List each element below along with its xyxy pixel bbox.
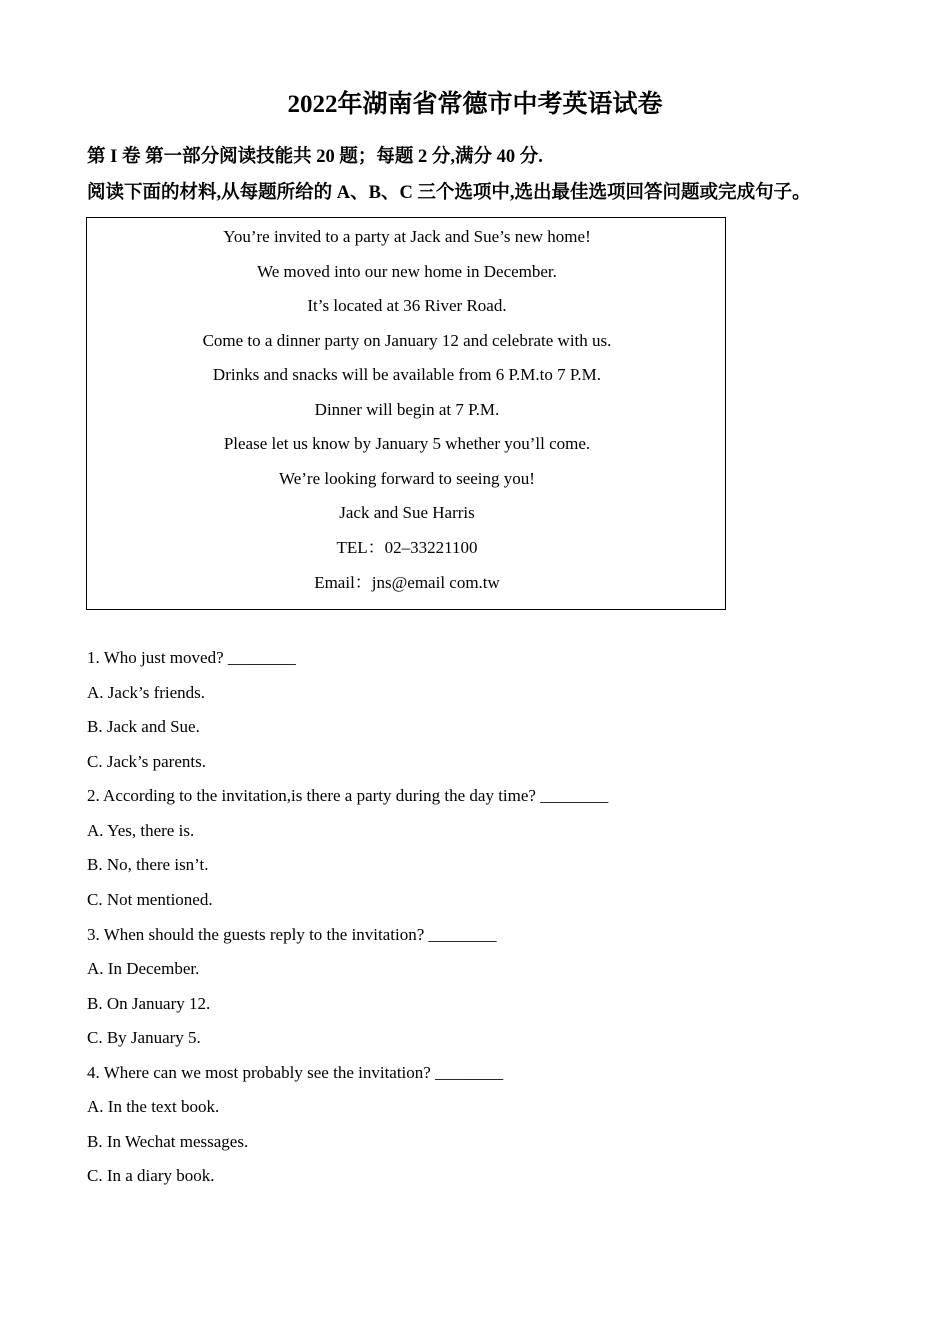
answer-option: A. In the text book. xyxy=(87,1097,220,1116)
invitation-line: It’s located at 36 River Road. xyxy=(307,296,507,315)
section-instruction: 阅读下面的材料,从每题所给的 A、B、C 三个选项中,选出最佳选项回答问题或完成句子。 xyxy=(87,183,811,203)
answer-option: B. No, there isn’t. xyxy=(87,855,209,874)
invitation-box xyxy=(86,217,726,610)
answer-option: A. In December. xyxy=(87,959,200,978)
question-stem: 4. Where can we most probably see the invitation? ________ xyxy=(87,1063,504,1082)
answer-option: B. On January 12. xyxy=(87,994,211,1013)
answer-option: A. Yes, there is. xyxy=(87,821,195,840)
invitation-line: Dinner will begin at 7 P.M. xyxy=(314,400,500,419)
answer-option: B. Jack and Sue. xyxy=(87,717,200,736)
invitation-line: We’re looking forward to seeing you! xyxy=(279,469,535,488)
answer-option: C. Not mentioned. xyxy=(87,890,213,909)
answer-option: C. Jack’s parents. xyxy=(87,752,206,771)
invitation-line: We moved into our new home in December. xyxy=(257,262,557,281)
section-header: 第 I 卷 第一部分阅读技能共 20 题；每题 2 分,满分 40 分. xyxy=(87,147,543,167)
invitation-line: Drinks and snacks will be available from 6 P.M.to 7 P.M. xyxy=(212,365,602,384)
answer-option: C. In a diary book. xyxy=(87,1166,215,1185)
page-title: 2022年湖南省常德市中考英语试卷 xyxy=(287,91,663,118)
question-stem: 3. When should the guests reply to the invitation? ________ xyxy=(87,925,497,944)
invitation-line: Please let us know by January 5 whether you’ll come. xyxy=(223,434,591,453)
answer-option: C. By January 5. xyxy=(87,1028,201,1047)
answer-option: A. Jack’s friends. xyxy=(87,683,206,702)
answer-option: B. In Wechat messages. xyxy=(87,1132,249,1151)
invitation-line: Come to a dinner party on January 12 and celebrate with us. xyxy=(202,331,612,350)
invitation-signature: Jack and Sue Harris xyxy=(339,503,475,522)
question-stem: 2. According to the invitation,is there a party during the day time? ________ xyxy=(87,786,609,805)
invitation-line: You’re invited to a party at Jack and Sue’s new home! xyxy=(223,227,591,246)
question-stem: 1. Who just moved? ________ xyxy=(87,648,296,667)
invitation-phone: TEL：02–33221100 xyxy=(336,538,478,557)
invitation-email: Email：jns@email com.tw xyxy=(314,573,500,592)
